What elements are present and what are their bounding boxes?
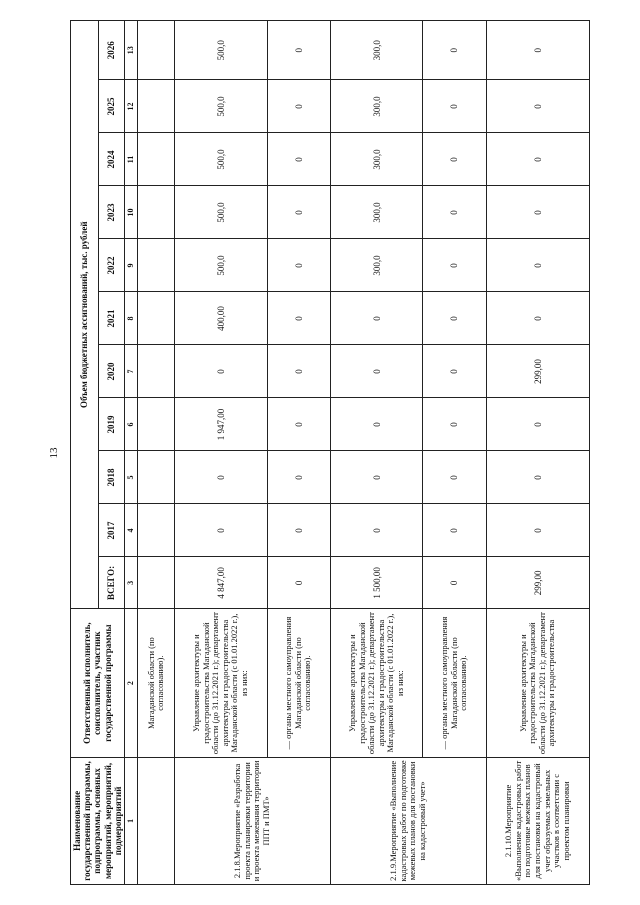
table-row [175, 21, 268, 885]
column-number: 9 [125, 239, 138, 292]
row-value: 0 [330, 292, 423, 345]
row-name [138, 757, 175, 884]
header-year: 2019 [99, 398, 125, 451]
row-value [138, 504, 175, 557]
column-number: 7 [125, 345, 138, 398]
row-value: 300,0 [330, 80, 423, 133]
row-value: 0 [175, 451, 268, 504]
row-value: 0 [486, 292, 590, 345]
row-value: 0 [423, 557, 486, 609]
row-value: 300,0 [330, 21, 423, 80]
row-value: 0 [267, 80, 330, 133]
row-responsible: Управление архитектуры и градостроительства Магаданской области (до 31.12.2021 г.); департамент архитектуры и градостроительства Магаданской области (с 01.01.2022 г.), из них: [330, 609, 423, 757]
row-value: 0 [423, 504, 486, 557]
header-year: 2026 [99, 21, 125, 80]
row-value [138, 80, 175, 133]
header-year: 2017 [99, 504, 125, 557]
budget-table-rotated [70, 20, 590, 885]
row-value: 0 [486, 398, 590, 451]
row-value: 0 [486, 133, 590, 186]
row-value: 500,0 [175, 21, 268, 80]
row-responsible: Магаданской области (по согласованию). [138, 609, 175, 757]
table-row [267, 21, 330, 885]
row-value: 0 [423, 398, 486, 451]
row-value: 0 [423, 80, 486, 133]
row-value: 0 [423, 451, 486, 504]
row-value: 0 [267, 292, 330, 345]
row-responsible: Управление архитектуры и градостроительства Магаданской области (до 31.12.2021 г.); департамент архитектуры и градостроительства [486, 609, 590, 757]
row-name: 2.1.9.Мероприятие «Выполнение кадастровых работ по подготовке межевых планов для постановки на кадастровый учет» [330, 757, 486, 884]
row-value [138, 239, 175, 292]
row-value: 0 [267, 133, 330, 186]
row-value: 0 [330, 398, 423, 451]
row-value: 0 [486, 239, 590, 292]
row-value: 1 947,00 [175, 398, 268, 451]
row-value [138, 451, 175, 504]
row-value: 0 [486, 21, 590, 80]
row-value: 0 [423, 292, 486, 345]
header-year: 2020 [99, 345, 125, 398]
row-value: 299,00 [486, 345, 590, 398]
table-row [486, 21, 590, 885]
header-responsible: Ответственный исполнитель, соисполнитель, участник государственной программы [71, 609, 125, 757]
row-value: 300,0 [330, 133, 423, 186]
header-year: 2023 [99, 186, 125, 239]
column-number: 2 [125, 609, 138, 757]
row-value: 500,0 [175, 133, 268, 186]
table-row [330, 21, 423, 885]
row-value: 0 [423, 21, 486, 80]
row-value: 4 847,00 [175, 557, 268, 609]
row-value: 500,0 [175, 80, 268, 133]
row-value [138, 345, 175, 398]
column-number-row [125, 21, 138, 885]
row-value: 0 [267, 451, 330, 504]
row-value: 0 [423, 239, 486, 292]
header-total: ВСЕГО: [99, 557, 125, 609]
page-number: 13 [48, 447, 60, 459]
row-responsible: Управление архитектуры и градостроительства Магаданской области (до 31.12.2021 г.); департамент архитектуры и градостроительства Магаданской области (с 01.01.2022 г.), из них: [175, 609, 268, 757]
header-name: Наименование государственной программы, подпрограммы, основных мероприятий, мероприятий, подмероприятий [71, 757, 125, 884]
row-value: 299,00 [486, 557, 590, 609]
row-value: 500,0 [175, 239, 268, 292]
table-row [138, 21, 175, 885]
row-value: 0 [423, 186, 486, 239]
row-value: 300,0 [330, 186, 423, 239]
row-value: 0 [423, 345, 486, 398]
row-value: 0 [267, 504, 330, 557]
row-responsible: — органы местного самоуправления Магаданской области (по согласованию). [267, 609, 330, 757]
column-number: 4 [125, 504, 138, 557]
row-value: 0 [330, 504, 423, 557]
row-value: 300,0 [330, 239, 423, 292]
row-value: 0 [267, 398, 330, 451]
row-value: 400,00 [175, 292, 268, 345]
column-number: 6 [125, 398, 138, 451]
row-value: 0 [175, 345, 268, 398]
row-name: 2.1.8.Мероприятие «Разработка проекта планировки территории и проекта межевания территории ППТ и ПМТ» [175, 757, 331, 884]
column-number: 3 [125, 557, 138, 609]
column-number: 10 [125, 186, 138, 239]
row-value: 0 [267, 186, 330, 239]
row-value: 0 [175, 504, 268, 557]
column-number: 11 [125, 133, 138, 186]
row-value [138, 133, 175, 186]
header-year: 2018 [99, 451, 125, 504]
column-number: 8 [125, 292, 138, 345]
row-value [138, 21, 175, 80]
column-number: 5 [125, 451, 138, 504]
row-value: 0 [423, 133, 486, 186]
row-responsible: — органы местного самоуправления Магаданской области (по согласованию). [423, 609, 486, 757]
row-value [138, 557, 175, 609]
budget-table [70, 20, 590, 885]
header-year: 2024 [99, 133, 125, 186]
row-value: 0 [486, 504, 590, 557]
table-row [423, 21, 486, 885]
row-value: 0 [267, 21, 330, 80]
row-value: 1 500,00 [330, 557, 423, 609]
column-number: 12 [125, 80, 138, 133]
row-value: 0 [486, 186, 590, 239]
row-value: 500,0 [175, 186, 268, 239]
row-value: 0 [330, 345, 423, 398]
row-value [138, 398, 175, 451]
row-name: 2.1.10.Мероприятие «Выполнение кадастровых работ по подготовке межевых планов для постановки на кадастровый учет образуемых земельных участков в соответствии с проектом планировки [486, 757, 590, 884]
row-value [138, 292, 175, 345]
row-value: 0 [486, 80, 590, 133]
header-year: 2022 [99, 239, 125, 292]
row-value: 0 [330, 451, 423, 504]
row-value: 0 [486, 451, 590, 504]
header-year: 2021 [99, 292, 125, 345]
row-value: 0 [267, 557, 330, 609]
row-value: 0 [267, 345, 330, 398]
column-number: 1 [125, 757, 138, 884]
column-number: 13 [125, 21, 138, 80]
header-year: 2025 [99, 80, 125, 133]
row-value [138, 186, 175, 239]
header-budget-title: Объем бюджетных ассигнований, тыс. рублей [71, 21, 99, 609]
row-value: 0 [267, 239, 330, 292]
